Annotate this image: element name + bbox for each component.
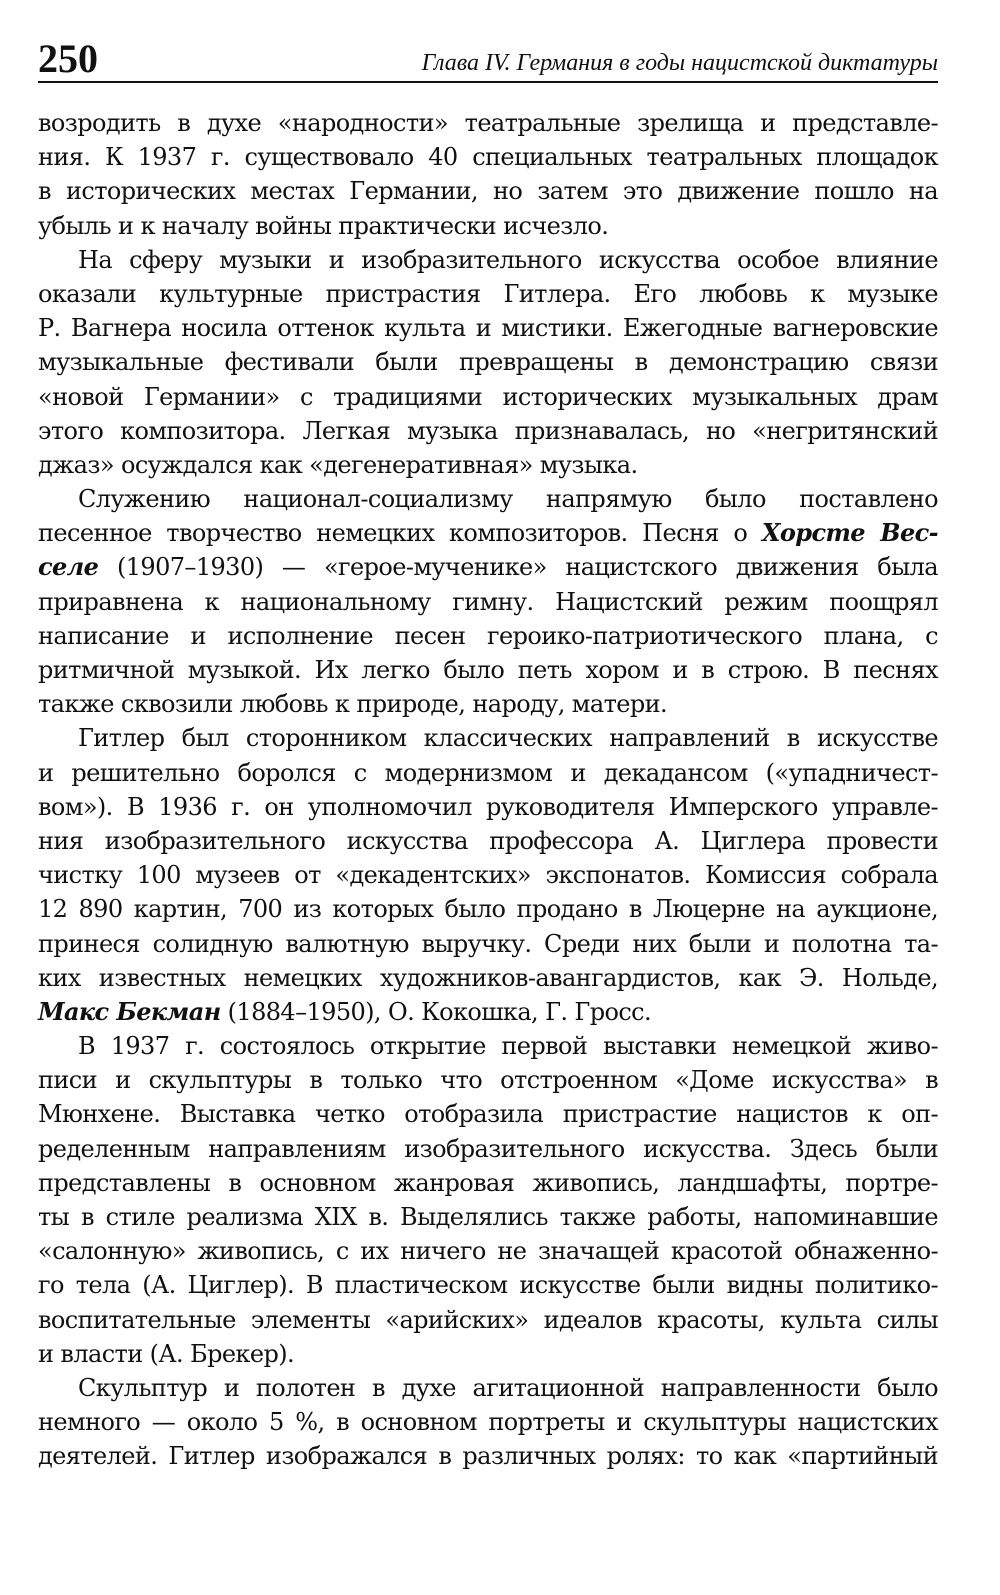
text-line: «салонную» живопись, с их ничего не значащей красотой обнаженно- (38, 1237, 938, 1266)
paragraph (38, 106, 938, 243)
text-line: воспитательные элементы «арийских» идеалов красоты, культа силы (38, 1305, 938, 1334)
text-line: На сферу музыки и изобразительного искусства особое влияние (78, 245, 938, 274)
text-line: ния. К 1937 г. существовало 40 специальных театральных площадок (38, 143, 938, 172)
text-line: ния изобразительного искусства профессора А. Циглера провести (38, 826, 938, 855)
text-line (38, 995, 938, 1029)
text-line: немного — около 5 %, в основном портреты и скульптуры нацистских (38, 1408, 938, 1437)
text-line: в исторических местах Германии, но затем это движение пошло на (38, 177, 938, 206)
text-line: представлены в основном жанровая живопись, ландшафты, портре- (38, 1168, 938, 1197)
paragraph (38, 1029, 938, 1371)
paragraph (38, 721, 938, 1029)
page-number: 250 (38, 36, 98, 81)
paragraph (38, 1371, 938, 1474)
text-line: ритмичной музыкой. Их легко было петь хором и в строю. В песнях (38, 656, 938, 684)
text-line: Мюнхене. Выставка четко отобразила пристрастие нацистов к оп- (38, 1100, 938, 1129)
text-line: возродить в духе «народности» театральные зрелища и представле- (38, 109, 938, 137)
text-fragment: (1907–1930) — «герое-мученике» нацистского движения была (98, 553, 938, 582)
header-rule (38, 81, 938, 83)
emphasis-name: Макс Бекман (38, 996, 221, 1026)
text-line: и власти (А. Брекер). (38, 1339, 294, 1368)
paragraph (38, 482, 938, 721)
paragraph (38, 243, 938, 482)
text-line (38, 550, 938, 584)
text-line: Гитлер был сторонником классических направлений в искусстве (78, 724, 938, 753)
text-line (38, 516, 938, 550)
text-line: вом»). В 1936 г. он уполномочил руководителя Имперского управле- (38, 792, 938, 821)
text-line: го тела (А. Циглер). В пластическом искусстве были видны политико- (38, 1271, 938, 1300)
text-line: писи и скульптуры в только что отстроенном «Доме искусства» в (38, 1066, 938, 1095)
emphasis-name: Хорсте Вес- (761, 518, 938, 548)
text-line: написание и исполнение песен героико-патриотического плана, с (38, 621, 938, 650)
text-line: ределенным направлениям изобразительного искусства. Здесь были (38, 1134, 938, 1163)
text-fragment: (1884–1950), О. Кокошка, Г. Гросс. (220, 997, 652, 1026)
text-line: Р. Вагнера носила оттенок культа и мистики. Ежегодные вагнеровские (38, 314, 938, 343)
text-line: джаз» осуждался как «дегенеративная» музыка. (38, 450, 638, 479)
text-line: музыкальные фестивали были превращены в демонстрацию связи (38, 348, 938, 377)
text-line: оказали культурные пристрастия Гитлера. Его любовь к музыке (38, 279, 938, 308)
emphasis-name: селе (38, 552, 99, 582)
body-text (38, 106, 938, 1474)
text-line: деятелей. Гитлер изображался в различных ролях: то как «партийный (38, 1442, 938, 1471)
text-line: этого композитора. Легкая музыка признавалась, но «негритянский (38, 416, 938, 445)
text-line: приравнена к национальному гимну. Нацистский режим поощрял (38, 587, 938, 616)
text-line: 12 890 картин, 700 из которых было продано в Люцерне на аукционе, (38, 895, 938, 924)
text-line: также сквозили любовь к природе, народу, матери. (38, 690, 668, 719)
text-line: «новой Германии» с традициями исторических музыкальных драм (38, 382, 938, 411)
text-fragment: песенное творчество немецких композиторов. Песня о (38, 519, 762, 548)
page-header (38, 36, 938, 82)
text-line: Служению национал-социализму напрямую было поставлено (78, 485, 938, 514)
text-line: принеся солидную валютную выручку. Среди них были и полотна та- (38, 929, 938, 958)
text-line: ких известных немецких художников-авангардистов, как Э. Нольде, (38, 963, 938, 992)
text-line: В 1937 г. состоялось открытие первой выставки немецкой живо- (78, 1032, 938, 1061)
text-line: и решительно боролся с модернизмом и декадансом («упадничест- (38, 758, 938, 787)
text-line: убыль и к началу войны практически исчезло. (38, 211, 609, 240)
text-line: чистку 100 музеев от «декадентских» экспонатов. Комиссия собрала (38, 861, 938, 890)
text-line: Скульптур и полотен в духе агитационной направленности было (78, 1373, 938, 1402)
running-head: Глава IV. Германия в годы нацистской диктатуры (421, 50, 938, 76)
text-line: ты в стиле реализма XIX в. Выделялись также работы, напоминавшие (38, 1203, 938, 1231)
